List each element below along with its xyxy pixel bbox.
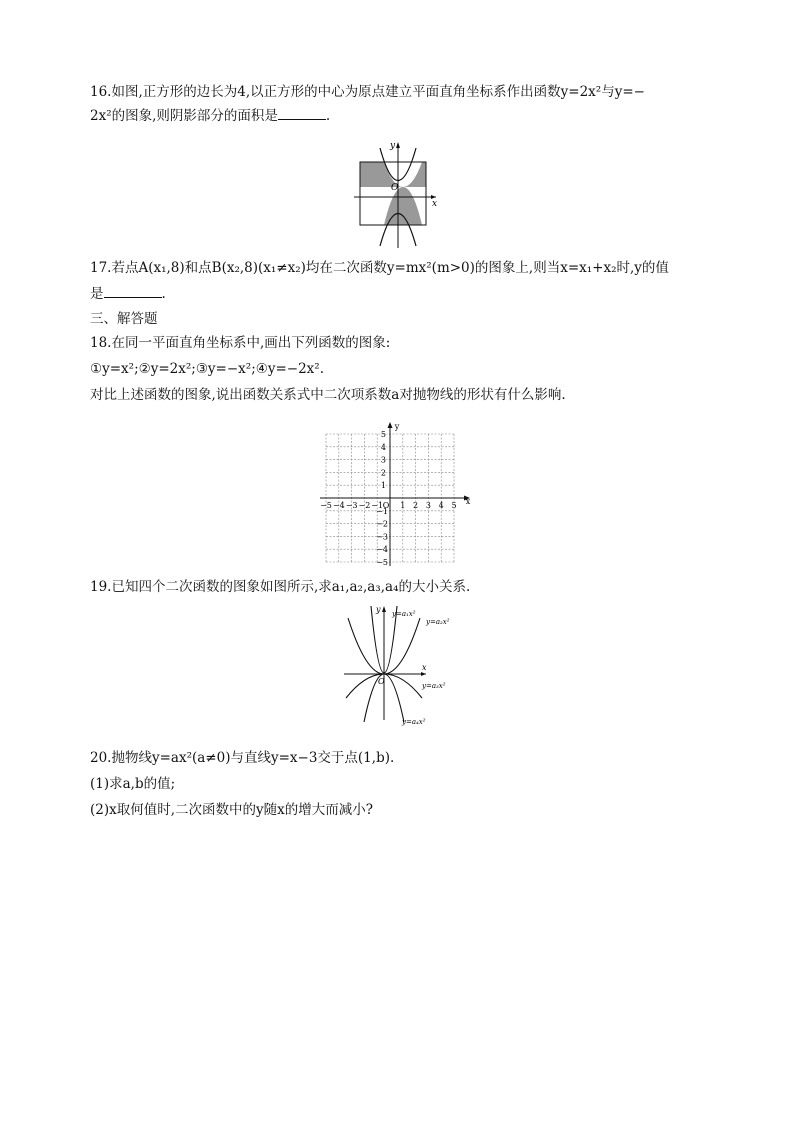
q19-origin-label: O: [378, 677, 385, 686]
x-axis-label: x: [465, 497, 471, 506]
x-tick-label: 3: [425, 501, 431, 510]
x-tick-label: 5: [451, 501, 457, 510]
q19-figure: [338, 602, 462, 728]
grid-labels: [320, 422, 471, 567]
origin-label: O: [382, 501, 390, 510]
q17-line2: [90, 284, 166, 304]
y-tick-label: −2: [376, 519, 388, 529]
grid-axes: [320, 422, 470, 566]
x-tick-label: −3: [345, 501, 358, 510]
x-tick-label: −5: [320, 501, 332, 510]
y-tick-label: 1: [380, 481, 386, 491]
y-tick-label: −1: [376, 506, 388, 516]
x-tick-label: −2: [358, 501, 371, 510]
y-tick-label: 3: [380, 455, 386, 465]
q18-line2: ①y=x²;②y=2x²;③y=−x²;④y=−2x².: [90, 361, 325, 377]
x-tick-label: −4: [332, 501, 345, 510]
y-tick-label: −5: [376, 558, 388, 567]
q16-answer-blank[interactable]: [278, 107, 326, 120]
q19-label-a4: y=a₄x²: [402, 718, 426, 726]
section-heading: 三、解答题: [90, 311, 158, 327]
q16-figure: [350, 138, 450, 250]
x-tick-label: −1: [371, 501, 384, 510]
x-tick-label: 4: [438, 501, 444, 510]
q19-y-label: y: [376, 605, 381, 614]
q16-line2: [90, 106, 330, 126]
y-tick-label: −3: [376, 532, 388, 542]
q18-coordinate-grid: [318, 420, 474, 568]
q19-x-label: x: [422, 663, 427, 672]
q17-line2-end: .: [161, 286, 166, 302]
y-tick-label: 2: [380, 468, 386, 478]
q20-line1: 20.抛物线y=ax²(a≠0)与直线y=x−3交于点(1,b).: [90, 750, 395, 766]
q19-label-a2: y=a₂x²: [426, 618, 450, 626]
q17-line2-text: 是: [90, 286, 104, 302]
q19-label-a3: y=a₃x²: [422, 682, 446, 690]
q19-label-a1: y=a₁x²: [392, 610, 416, 618]
q16-line1: 16.如图,正方形的边长为4,以正方形的中心为原点建立平面直角坐标系作出函数y=2x²与y=−: [90, 84, 645, 100]
x-tick-label: 2: [413, 501, 419, 510]
q16-x-label: x: [432, 199, 438, 209]
q19-line1: 19.已知四个二次函数的图象如图所示,求a₁,a₂,a₃,a₄的大小关系.: [90, 579, 471, 595]
q16-shade-bottom: [384, 187, 422, 225]
q16-origin-label: O: [391, 183, 399, 193]
y-tick-label: 4: [380, 442, 386, 452]
q16-y-label: y: [390, 141, 396, 151]
y-tick-label: 5: [380, 430, 386, 439]
q16-line2-end: .: [325, 108, 331, 124]
y-axis-arrow: [388, 422, 393, 428]
q17-answer-blank[interactable]: [104, 285, 162, 298]
q16-line2-text: 2x²的图象,则阴影部分的面积是: [90, 108, 278, 124]
q20-line2: (1)求a,b的值;: [90, 776, 176, 792]
x-tick-label: 1: [400, 501, 406, 510]
q20-line3: (2)x取何值时,二次函数中的y随x的增大而减小?: [90, 802, 374, 818]
q18-line1: 18.在同一平面直角坐标系中,画出下列函数的图象:: [90, 335, 391, 351]
q17-line1: 17.若点A(x₁,8)和点B(x₂,8)(x₁≠x₂)均在二次函数y=mx²(m>0)的图象上,则当x=x₁+x₂时,y的值: [90, 260, 669, 276]
y-tick-label: −4: [376, 545, 388, 555]
q18-line3: 对比上述函数的图象,说出函数关系式中二次项系数a对抛物线的形状有什么影响.: [90, 387, 566, 403]
y-axis-label: y: [394, 422, 400, 431]
